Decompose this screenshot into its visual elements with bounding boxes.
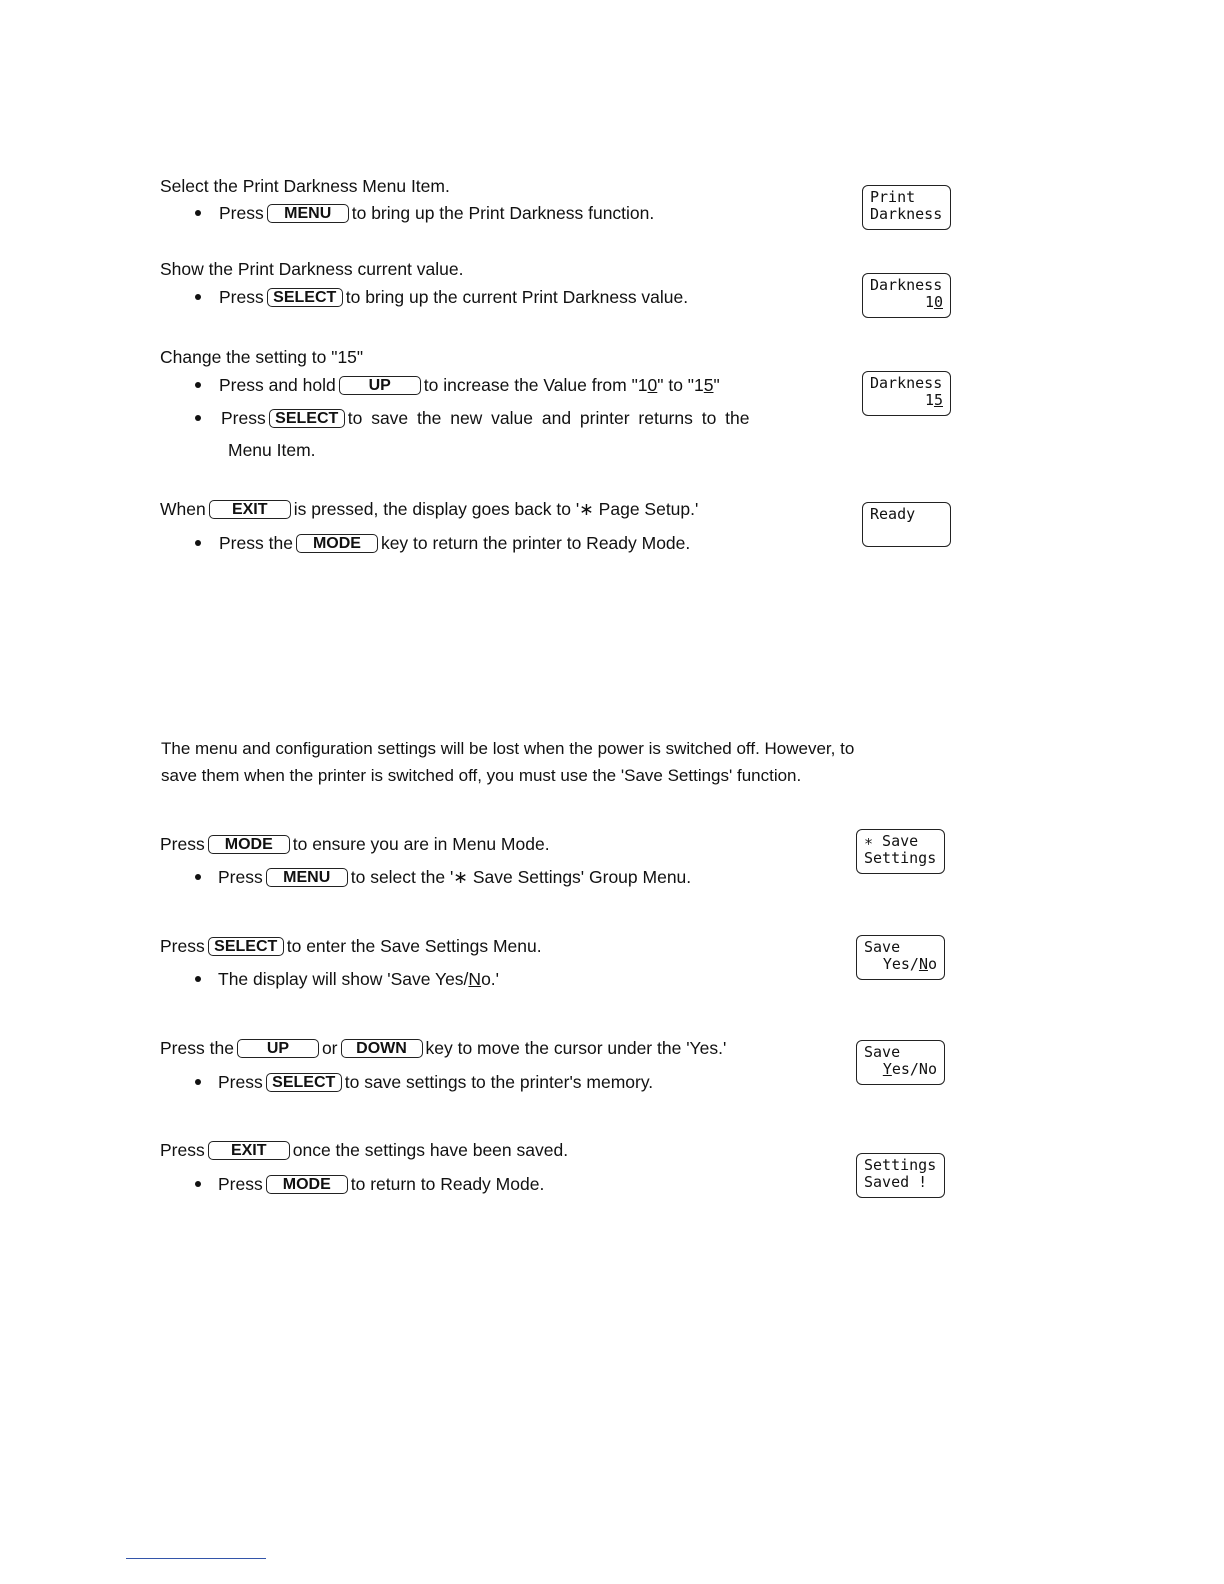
- darkness-step1-instruction: Press MENU to bring up the Print Darkness function.: [219, 203, 655, 223]
- menu-key: MENU: [266, 868, 348, 887]
- lcd-save-yes-no: Save Yes/No: [856, 935, 945, 980]
- lcd-settings-saved: Settings Saved !: [856, 1153, 945, 1198]
- up-key: UP: [339, 376, 421, 395]
- mode-key: MODE: [208, 835, 290, 854]
- select-key: SELECT: [208, 937, 284, 956]
- save-step1-instruction: Press MENU to select the '∗ Save Settings' Group Menu.: [218, 867, 692, 887]
- darkness-step3-instruction-2: Press SELECT to save the new value and printer returns to the: [221, 408, 750, 428]
- save-intro-line-1: The menu and configuration settings will be lost when the power is switched off. However, to: [161, 739, 855, 758]
- darkness-step2-heading: Show the Print Darkness current value.: [160, 259, 464, 279]
- save-step2-heading: Press SELECT to enter the Save Settings Menu.: [160, 936, 542, 956]
- bullet: [195, 1181, 201, 1187]
- mode-key: MODE: [296, 534, 378, 553]
- up-key: UP: [237, 1039, 319, 1058]
- darkness-step2-instruction: Press SELECT to bring up the current Print Darkness value.: [219, 287, 689, 307]
- bullet: [195, 874, 201, 880]
- save-step4-instruction: Press MODE to return to Ready Mode.: [218, 1174, 545, 1194]
- bullet: [195, 210, 201, 216]
- bullet: [195, 976, 201, 982]
- darkness-step4-instruction: Press the MODE key to return the printer to Ready Mode.: [219, 533, 691, 553]
- select-key: SELECT: [269, 409, 345, 428]
- save-intro-line-2: save them when the printer is switched off, you must use the 'Save Settings' function.: [161, 766, 802, 785]
- bullet: [195, 382, 201, 388]
- lcd-print-darkness: Print Darkness: [862, 185, 951, 230]
- footer-rule: [126, 1558, 266, 1559]
- save-step1-heading: Press MODE to ensure you are in Menu Mode.: [160, 834, 550, 854]
- save-step2-instruction: The display will show 'Save Yes/No.': [218, 969, 499, 989]
- lcd-save-settings: ∗ Save Settings: [856, 829, 945, 874]
- down-key: DOWN: [341, 1039, 423, 1058]
- bullet: [195, 1079, 201, 1085]
- bullet: [195, 415, 201, 421]
- lcd-ready: Ready: [862, 502, 951, 547]
- darkness-step1-heading: Select the Print Darkness Menu Item.: [160, 176, 450, 196]
- bullet: [195, 294, 201, 300]
- bullet: [195, 540, 201, 546]
- exit-key: EXIT: [208, 1141, 290, 1160]
- save-step3-instruction: Press SELECT to save settings to the printer's memory.: [218, 1072, 654, 1092]
- select-key: SELECT: [267, 288, 343, 307]
- lcd-darkness-15: Darkness 15: [862, 371, 951, 416]
- save-step4-heading: Press EXIT once the settings have been saved.: [160, 1140, 569, 1160]
- darkness-step3-instruction-1: Press and hold UP to increase the Value from "10" to "15": [219, 375, 720, 395]
- darkness-step4-heading: When EXIT is pressed, the display goes back to '∗ Page Setup.': [160, 499, 699, 519]
- menu-key: MENU: [267, 204, 349, 223]
- select-key: SELECT: [266, 1073, 342, 1092]
- darkness-step3-instruction-2-cont: Menu Item.: [228, 440, 316, 460]
- darkness-step3-heading: Change the setting to "15": [160, 347, 364, 367]
- save-step3-heading: Press the UP or DOWN key to move the cursor under the 'Yes.': [160, 1038, 727, 1058]
- lcd-save-yes-selected: Save Yes/No: [856, 1040, 945, 1085]
- lcd-darkness-10: Darkness 10: [862, 273, 951, 318]
- exit-key: EXIT: [209, 500, 291, 519]
- mode-key: MODE: [266, 1175, 348, 1194]
